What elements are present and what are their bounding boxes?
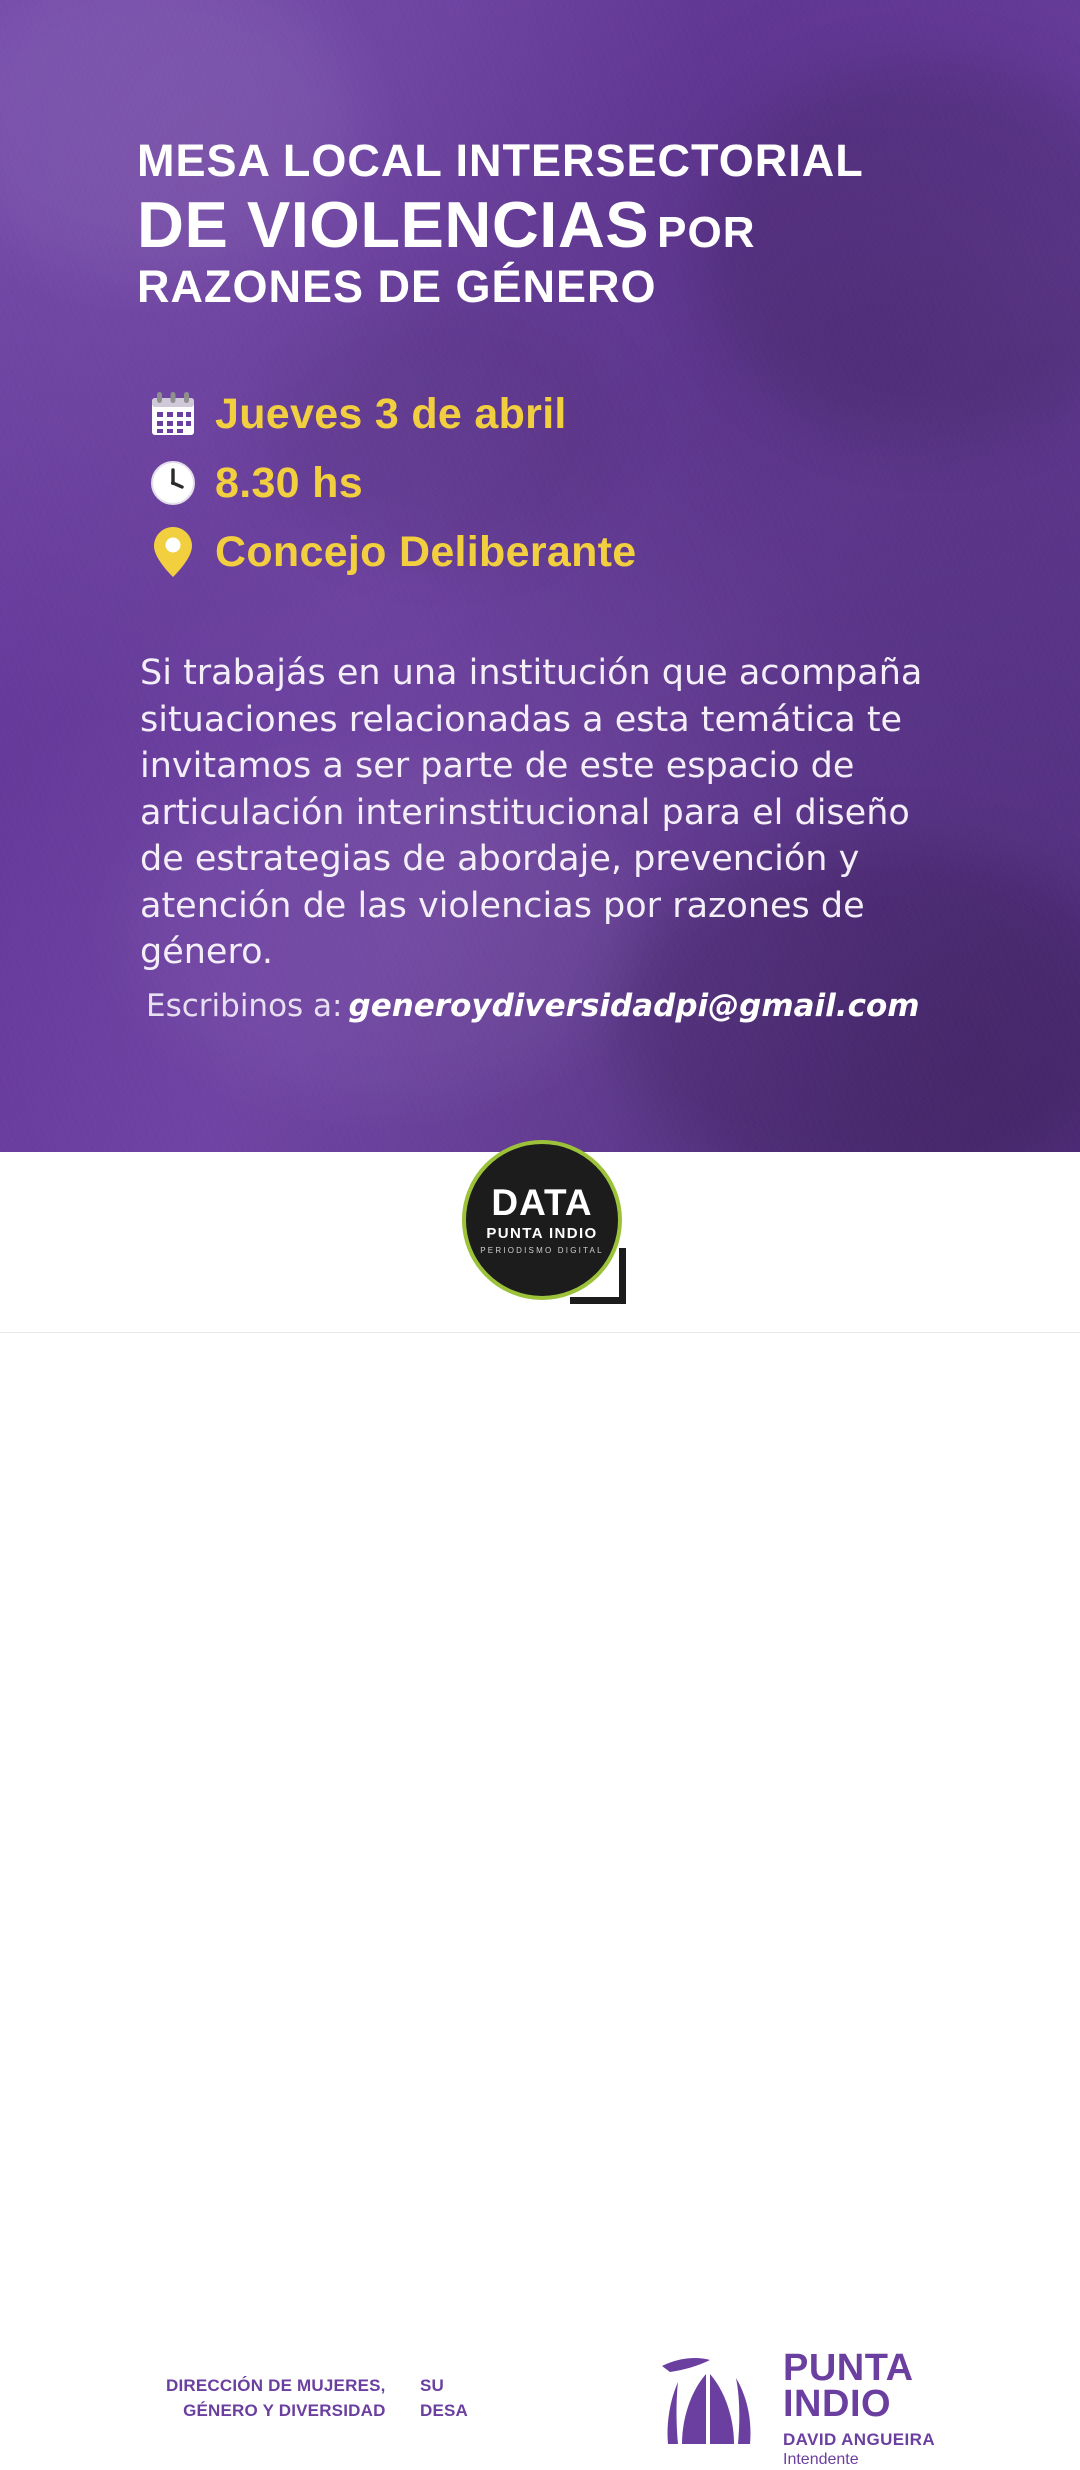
municipality-name <box>783 2347 914 2426</box>
municipality-name-line-2: INDIO <box>783 2383 892 2426</box>
org-left-line-2: GÉNERO Y DIVERSIDAD <box>183 2400 386 2420</box>
headline-line-3: RAZONES DE GÉNERO <box>137 261 657 312</box>
headline-line-2 <box>137 188 957 261</box>
org-secondary <box>420 2374 468 2423</box>
watermark-text <box>462 1184 622 1255</box>
event-time: 8.30 hs <box>215 458 363 507</box>
headline-line-1: MESA LOCAL INTERSECTORIAL <box>137 135 864 186</box>
bottom-divider <box>0 1332 1080 1351</box>
detail-row-date <box>146 383 906 445</box>
org-mid-line-1: SU <box>420 2376 445 2395</box>
contact-label: Escribinos a: <box>146 988 343 1024</box>
event-date: Jueves 3 de abril <box>215 389 567 438</box>
data-punta-indio-watermark <box>462 1140 622 1300</box>
page-title <box>137 135 957 312</box>
event-place: Concejo Deliberante <box>215 527 637 576</box>
watermark-subtitle: PUNTA INDIO <box>486 1225 598 1242</box>
headline-line-2-main: DE VIOLENCIAS <box>137 188 650 261</box>
org-left-line-1: DIRECCIÓN DE MUJERES, <box>166 2376 386 2395</box>
municipality-official <box>783 2430 935 2470</box>
bird-fan-logo-icon <box>648 2340 768 2452</box>
org-mid-line-2: DESA <box>420 2400 469 2420</box>
official-name: DAVID ANGUEIRA <box>783 2430 935 2449</box>
location-pin-icon <box>146 524 200 580</box>
detail-row-place <box>146 521 906 583</box>
watermark-title: DATA <box>491 1182 593 1223</box>
contact-email[interactable]: generoydiversidadpi@gmail.com <box>348 988 920 1024</box>
municipality-name-line-1: PUNTA <box>783 2347 914 2389</box>
official-role: Intendente <box>783 2451 859 2469</box>
detail-row-time <box>146 452 906 514</box>
event-details <box>146 383 906 590</box>
org-direccion-mujeres <box>166 2374 386 2423</box>
body-paragraph: Si trabajás en una institución que acompaña situaciones relacionadas a esta temática te invitamos a ser parte de este espacio de articulación interinstitucional para el diseño de estrategias de abordaje, prevención y atención de las violencias por razones de género. <box>140 653 923 973</box>
headline-line-2-suffix: POR <box>657 208 756 257</box>
clock-icon <box>146 455 200 511</box>
watermark-tagline: PERIODISMO DIGITAL <box>480 1246 604 1255</box>
contact-line <box>146 988 966 1024</box>
calendar-icon <box>146 386 200 442</box>
